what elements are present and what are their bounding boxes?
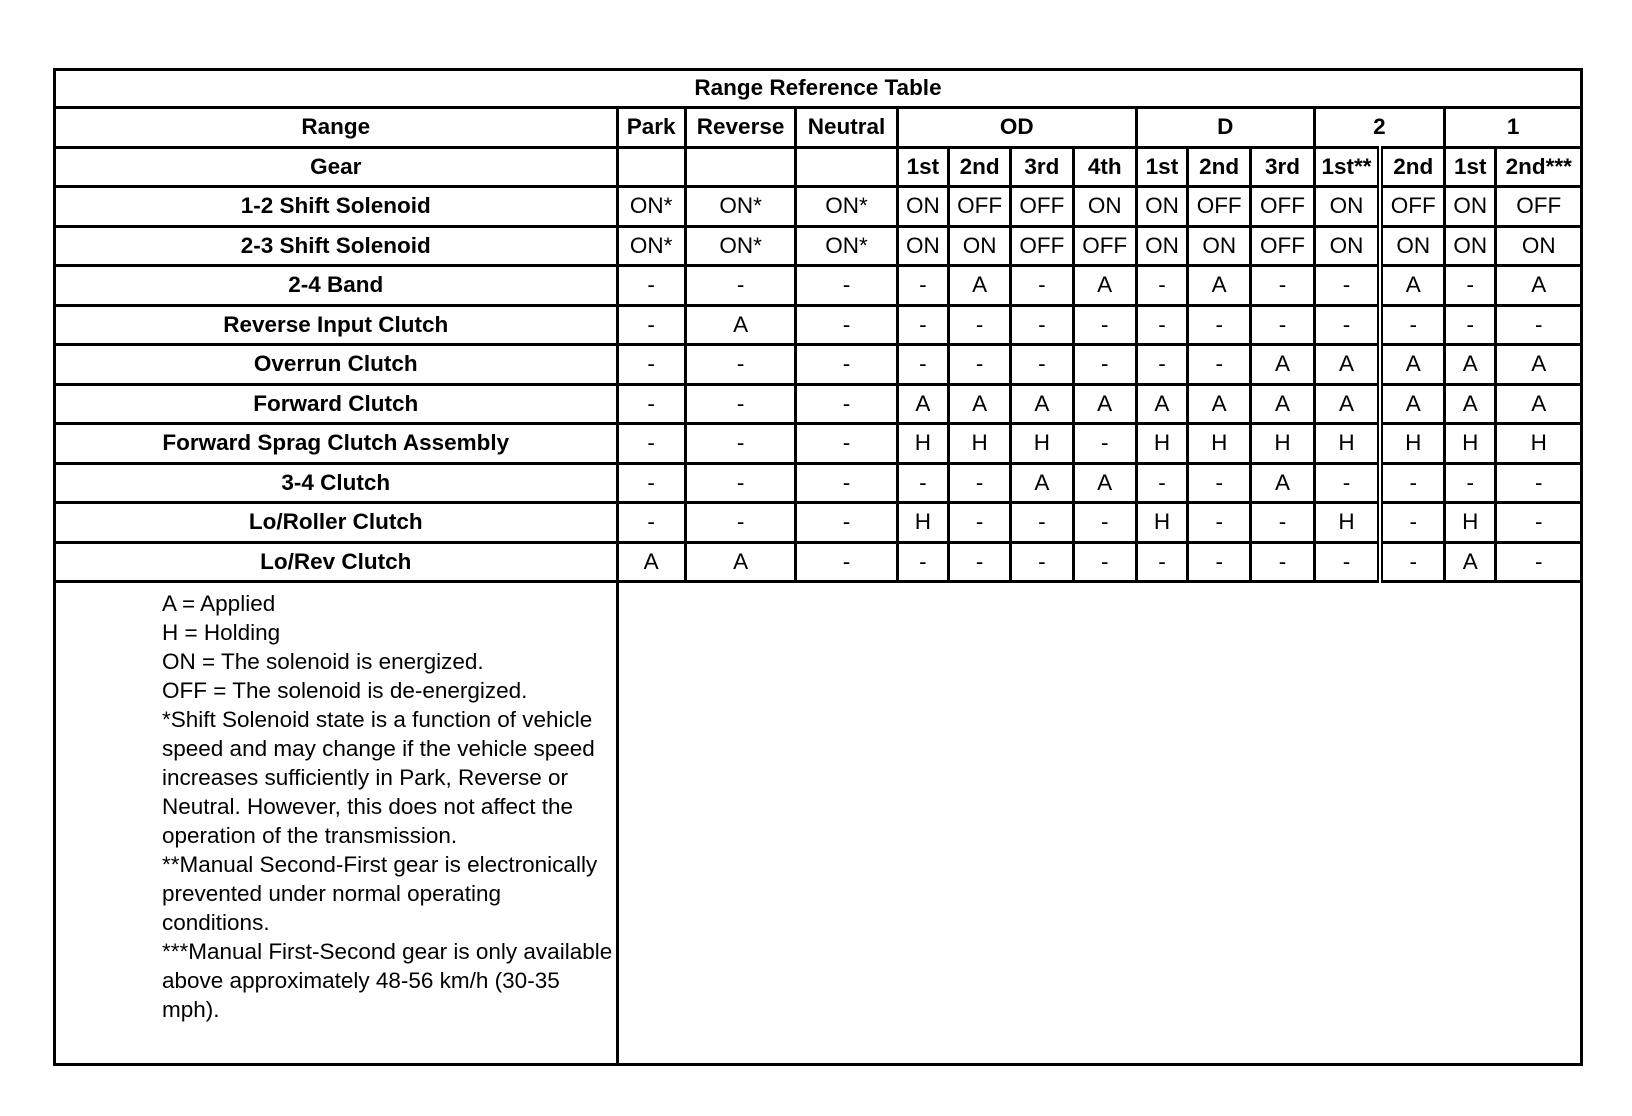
- table-row: [55, 226, 1582, 266]
- table-cell: -: [1188, 503, 1251, 543]
- table-cell: -: [685, 463, 795, 503]
- table-cell: ON*: [617, 187, 685, 227]
- table-cell: A: [1314, 384, 1380, 424]
- gear-header-cell: 1st**: [1314, 147, 1380, 187]
- legend-note: ON = The solenoid is energized.: [162, 649, 484, 674]
- table-cell: -: [1188, 463, 1251, 503]
- table-cell: -: [1314, 266, 1380, 306]
- table-cell: -: [1011, 503, 1073, 543]
- gear-header-cell: 1st: [897, 147, 948, 187]
- table-cell: ON: [897, 187, 948, 227]
- row-label: 2-3 Shift Solenoid: [55, 226, 618, 266]
- gear-header-cell: 3rd: [1011, 147, 1073, 187]
- table-cell: OFF: [1073, 226, 1136, 266]
- table-cell: ON: [1445, 187, 1496, 227]
- table-cell: -: [1073, 542, 1136, 582]
- table-cell: A: [1445, 542, 1496, 582]
- table-cell: -: [948, 463, 1010, 503]
- range-label: Range: [55, 108, 618, 148]
- table-row: [55, 187, 1582, 227]
- table-cell: -: [1496, 463, 1582, 503]
- gear-header-cell: 1st: [1445, 147, 1496, 187]
- table-cell: -: [1251, 503, 1314, 543]
- table-cell: ON*: [796, 226, 897, 266]
- table-cell: -: [685, 266, 795, 306]
- table-cell: ON: [1188, 226, 1251, 266]
- table-cell: -: [617, 424, 685, 464]
- table-cell: -: [617, 384, 685, 424]
- table-cell: OFF: [1496, 187, 1582, 227]
- table-cell: -: [1188, 542, 1251, 582]
- table-cell: A: [1380, 266, 1444, 306]
- table-row: [55, 463, 1582, 503]
- table-cell: ON: [1073, 187, 1136, 227]
- gear-header-cell: [796, 147, 897, 187]
- table-cell: -: [1380, 305, 1444, 345]
- table-cell: -: [1136, 266, 1187, 306]
- table-cell: A: [1251, 345, 1314, 385]
- table-cell: OFF: [1380, 187, 1444, 227]
- gear-header-cell: 1st: [1136, 147, 1187, 187]
- table-cell: -: [897, 345, 948, 385]
- table-cell: -: [685, 345, 795, 385]
- gear-header-cell: 2nd: [1188, 147, 1251, 187]
- table-cell: -: [617, 503, 685, 543]
- range-header-row: [55, 108, 1582, 148]
- gear-header-cell: [685, 147, 795, 187]
- table-cell: A: [1188, 384, 1251, 424]
- table-row: [55, 384, 1582, 424]
- table-cell: -: [1188, 345, 1251, 385]
- row-label: Forward Clutch: [55, 384, 618, 424]
- table-title: Range Reference Table: [55, 70, 1582, 108]
- table-cell: -: [1496, 542, 1582, 582]
- table-cell: -: [796, 305, 897, 345]
- table-cell: H: [1496, 424, 1582, 464]
- table-cell: A: [617, 542, 685, 582]
- table-cell: -: [1445, 463, 1496, 503]
- table-cell: A: [1496, 345, 1582, 385]
- table-cell: ON: [1445, 226, 1496, 266]
- table-cell: -: [1073, 503, 1136, 543]
- table-cell: A: [897, 384, 948, 424]
- table-cell: H: [897, 503, 948, 543]
- table-cell: -: [1136, 345, 1187, 385]
- row-label: Lo/Rev Clutch: [55, 542, 618, 582]
- table-cell: -: [617, 345, 685, 385]
- table-cell: -: [1314, 305, 1380, 345]
- table-cell: H: [1251, 424, 1314, 464]
- table-cell: -: [897, 266, 948, 306]
- table-cell: -: [1496, 305, 1582, 345]
- table-cell: ON*: [796, 187, 897, 227]
- table-cell: -: [1445, 305, 1496, 345]
- table-cell: ON: [1314, 187, 1380, 227]
- table-cell: ON: [1136, 226, 1187, 266]
- gear-header-cell: 2nd: [948, 147, 1010, 187]
- table-cell: A: [948, 266, 1010, 306]
- title-row: [55, 70, 1582, 108]
- gear-header-cell: 2nd***: [1496, 147, 1582, 187]
- row-label: 1-2 Shift Solenoid: [55, 187, 618, 227]
- table-cell: -: [617, 463, 685, 503]
- gear-header-row: [55, 147, 1582, 187]
- gear-header-cell: 2nd: [1380, 147, 1444, 187]
- table-row: [55, 305, 1582, 345]
- notes-row: [55, 582, 1582, 1065]
- gear-header-cell: 3rd: [1251, 147, 1314, 187]
- table-cell: -: [1136, 542, 1187, 582]
- legend-note: ***Manual First-Second gear is only available above approximately 48-56 km/h (30-35 mph).: [162, 939, 613, 1022]
- table-cell: -: [948, 345, 1010, 385]
- table-cell: -: [796, 463, 897, 503]
- table-cell: H: [1380, 424, 1444, 464]
- row-label: Lo/Roller Clutch: [55, 503, 618, 543]
- legend-note: OFF = The solenoid is de-energized.: [162, 678, 528, 703]
- gear-header-cell: 4th: [1073, 147, 1136, 187]
- table-cell: A: [1011, 384, 1073, 424]
- table-cell: -: [796, 424, 897, 464]
- table-cell: -: [1380, 503, 1444, 543]
- legend-notes: [55, 582, 618, 1065]
- range-header-cell: Park: [617, 108, 685, 148]
- table-cell: OFF: [1251, 226, 1314, 266]
- table-cell: -: [1314, 542, 1380, 582]
- table-cell: ON: [1496, 226, 1582, 266]
- table-cell: -: [1011, 266, 1073, 306]
- table-cell: A: [685, 305, 795, 345]
- table-cell: A: [1073, 463, 1136, 503]
- table-cell: ON: [1136, 187, 1187, 227]
- table-cell: -: [685, 384, 795, 424]
- table-cell: -: [796, 384, 897, 424]
- table-cell: -: [796, 503, 897, 543]
- table-cell: A: [1188, 266, 1251, 306]
- table-row: [55, 542, 1582, 582]
- table-cell: A: [1445, 384, 1496, 424]
- table-cell: -: [1073, 424, 1136, 464]
- table-cell: A: [948, 384, 1010, 424]
- table-cell: -: [897, 463, 948, 503]
- table-cell: -: [948, 305, 1010, 345]
- table-cell: -: [1380, 463, 1444, 503]
- legend-note: A = Applied: [162, 591, 276, 616]
- table-row: [55, 345, 1582, 385]
- row-label: 2-4 Band: [55, 266, 618, 306]
- table-cell: -: [1251, 542, 1314, 582]
- table-cell: A: [1073, 266, 1136, 306]
- table-cell: H: [1188, 424, 1251, 464]
- table-cell: A: [1496, 266, 1582, 306]
- table-cell: A: [1136, 384, 1187, 424]
- range-header-cell: Neutral: [796, 108, 897, 148]
- table-cell: -: [1188, 305, 1251, 345]
- row-label: 3-4 Clutch: [55, 463, 618, 503]
- table-cell: A: [1251, 384, 1314, 424]
- table-cell: OFF: [1011, 226, 1073, 266]
- table-cell: -: [1011, 305, 1073, 345]
- table-cell: H: [948, 424, 1010, 464]
- row-label: Forward Sprag Clutch Assembly: [55, 424, 618, 464]
- table-cell: OFF: [948, 187, 1010, 227]
- table-cell: H: [1011, 424, 1073, 464]
- table-cell: A: [1380, 384, 1444, 424]
- table-cell: -: [1073, 305, 1136, 345]
- table-cell: A: [1380, 345, 1444, 385]
- gear-header-cell: [617, 147, 685, 187]
- range-reference-table: [53, 68, 1583, 1066]
- table-cell: -: [1251, 266, 1314, 306]
- table-cell: -: [897, 542, 948, 582]
- legend-note: **Manual Second-First gear is electronically prevented under normal operating conditions.: [162, 852, 598, 935]
- range-header-cell: 2: [1314, 108, 1445, 148]
- range-header-cell: 1: [1445, 108, 1582, 148]
- table-cell: ON: [948, 226, 1010, 266]
- table-cell: -: [796, 542, 897, 582]
- table-cell: ON: [897, 226, 948, 266]
- table-cell: -: [796, 266, 897, 306]
- table-cell: OFF: [1011, 187, 1073, 227]
- blank-area: [617, 582, 1581, 1065]
- table-cell: -: [1011, 345, 1073, 385]
- table-cell: -: [1011, 542, 1073, 582]
- table-cell: ON*: [617, 226, 685, 266]
- table-row: [55, 424, 1582, 464]
- table-cell: ON: [1380, 226, 1444, 266]
- legend-note: H = Holding: [162, 620, 281, 645]
- table-cell: -: [1073, 345, 1136, 385]
- table-cell: -: [685, 503, 795, 543]
- table-cell: -: [948, 542, 1010, 582]
- table-cell: -: [1136, 463, 1187, 503]
- row-label: Reverse Input Clutch: [55, 305, 618, 345]
- table-cell: OFF: [1251, 187, 1314, 227]
- table-cell: ON: [1314, 226, 1380, 266]
- range-header-cell: D: [1136, 108, 1314, 148]
- table-cell: H: [897, 424, 948, 464]
- table-cell: H: [1314, 503, 1380, 543]
- table-cell: -: [1251, 305, 1314, 345]
- range-header-cell: Reverse: [685, 108, 795, 148]
- table-cell: A: [1314, 345, 1380, 385]
- table-cell: -: [617, 266, 685, 306]
- table-cell: H: [1445, 503, 1496, 543]
- table-cell: -: [1445, 266, 1496, 306]
- table-cell: ON*: [685, 187, 795, 227]
- range-header-cell: OD: [897, 108, 1136, 148]
- table-cell: -: [897, 305, 948, 345]
- table-cell: H: [1136, 503, 1187, 543]
- table-cell: -: [1136, 305, 1187, 345]
- legend-note: *Shift Solenoid state is a function of vehicle speed and may change if the vehicle speed increases sufficiently in Park, Reverse or Neutral. However, this does not affect the operation of the transmission.: [162, 707, 595, 848]
- table-cell: A: [1251, 463, 1314, 503]
- table-row: [55, 503, 1582, 543]
- table-cell: OFF: [1188, 187, 1251, 227]
- table-cell: H: [1136, 424, 1187, 464]
- row-label: Overrun Clutch: [55, 345, 618, 385]
- table-cell: A: [1496, 384, 1582, 424]
- table-cell: A: [685, 542, 795, 582]
- table-cell: A: [1445, 345, 1496, 385]
- table-cell: -: [1496, 503, 1582, 543]
- gear-label: Gear: [55, 147, 618, 187]
- table-cell: -: [948, 503, 1010, 543]
- table-cell: -: [1380, 542, 1444, 582]
- table-cell: -: [796, 345, 897, 385]
- table-cell: -: [1314, 463, 1380, 503]
- table-cell: ON*: [685, 226, 795, 266]
- table-cell: H: [1314, 424, 1380, 464]
- table-cell: A: [1073, 384, 1136, 424]
- table-cell: H: [1445, 424, 1496, 464]
- table-cell: -: [685, 424, 795, 464]
- table-cell: -: [617, 305, 685, 345]
- table-row: [55, 266, 1582, 306]
- table-cell: A: [1011, 463, 1073, 503]
